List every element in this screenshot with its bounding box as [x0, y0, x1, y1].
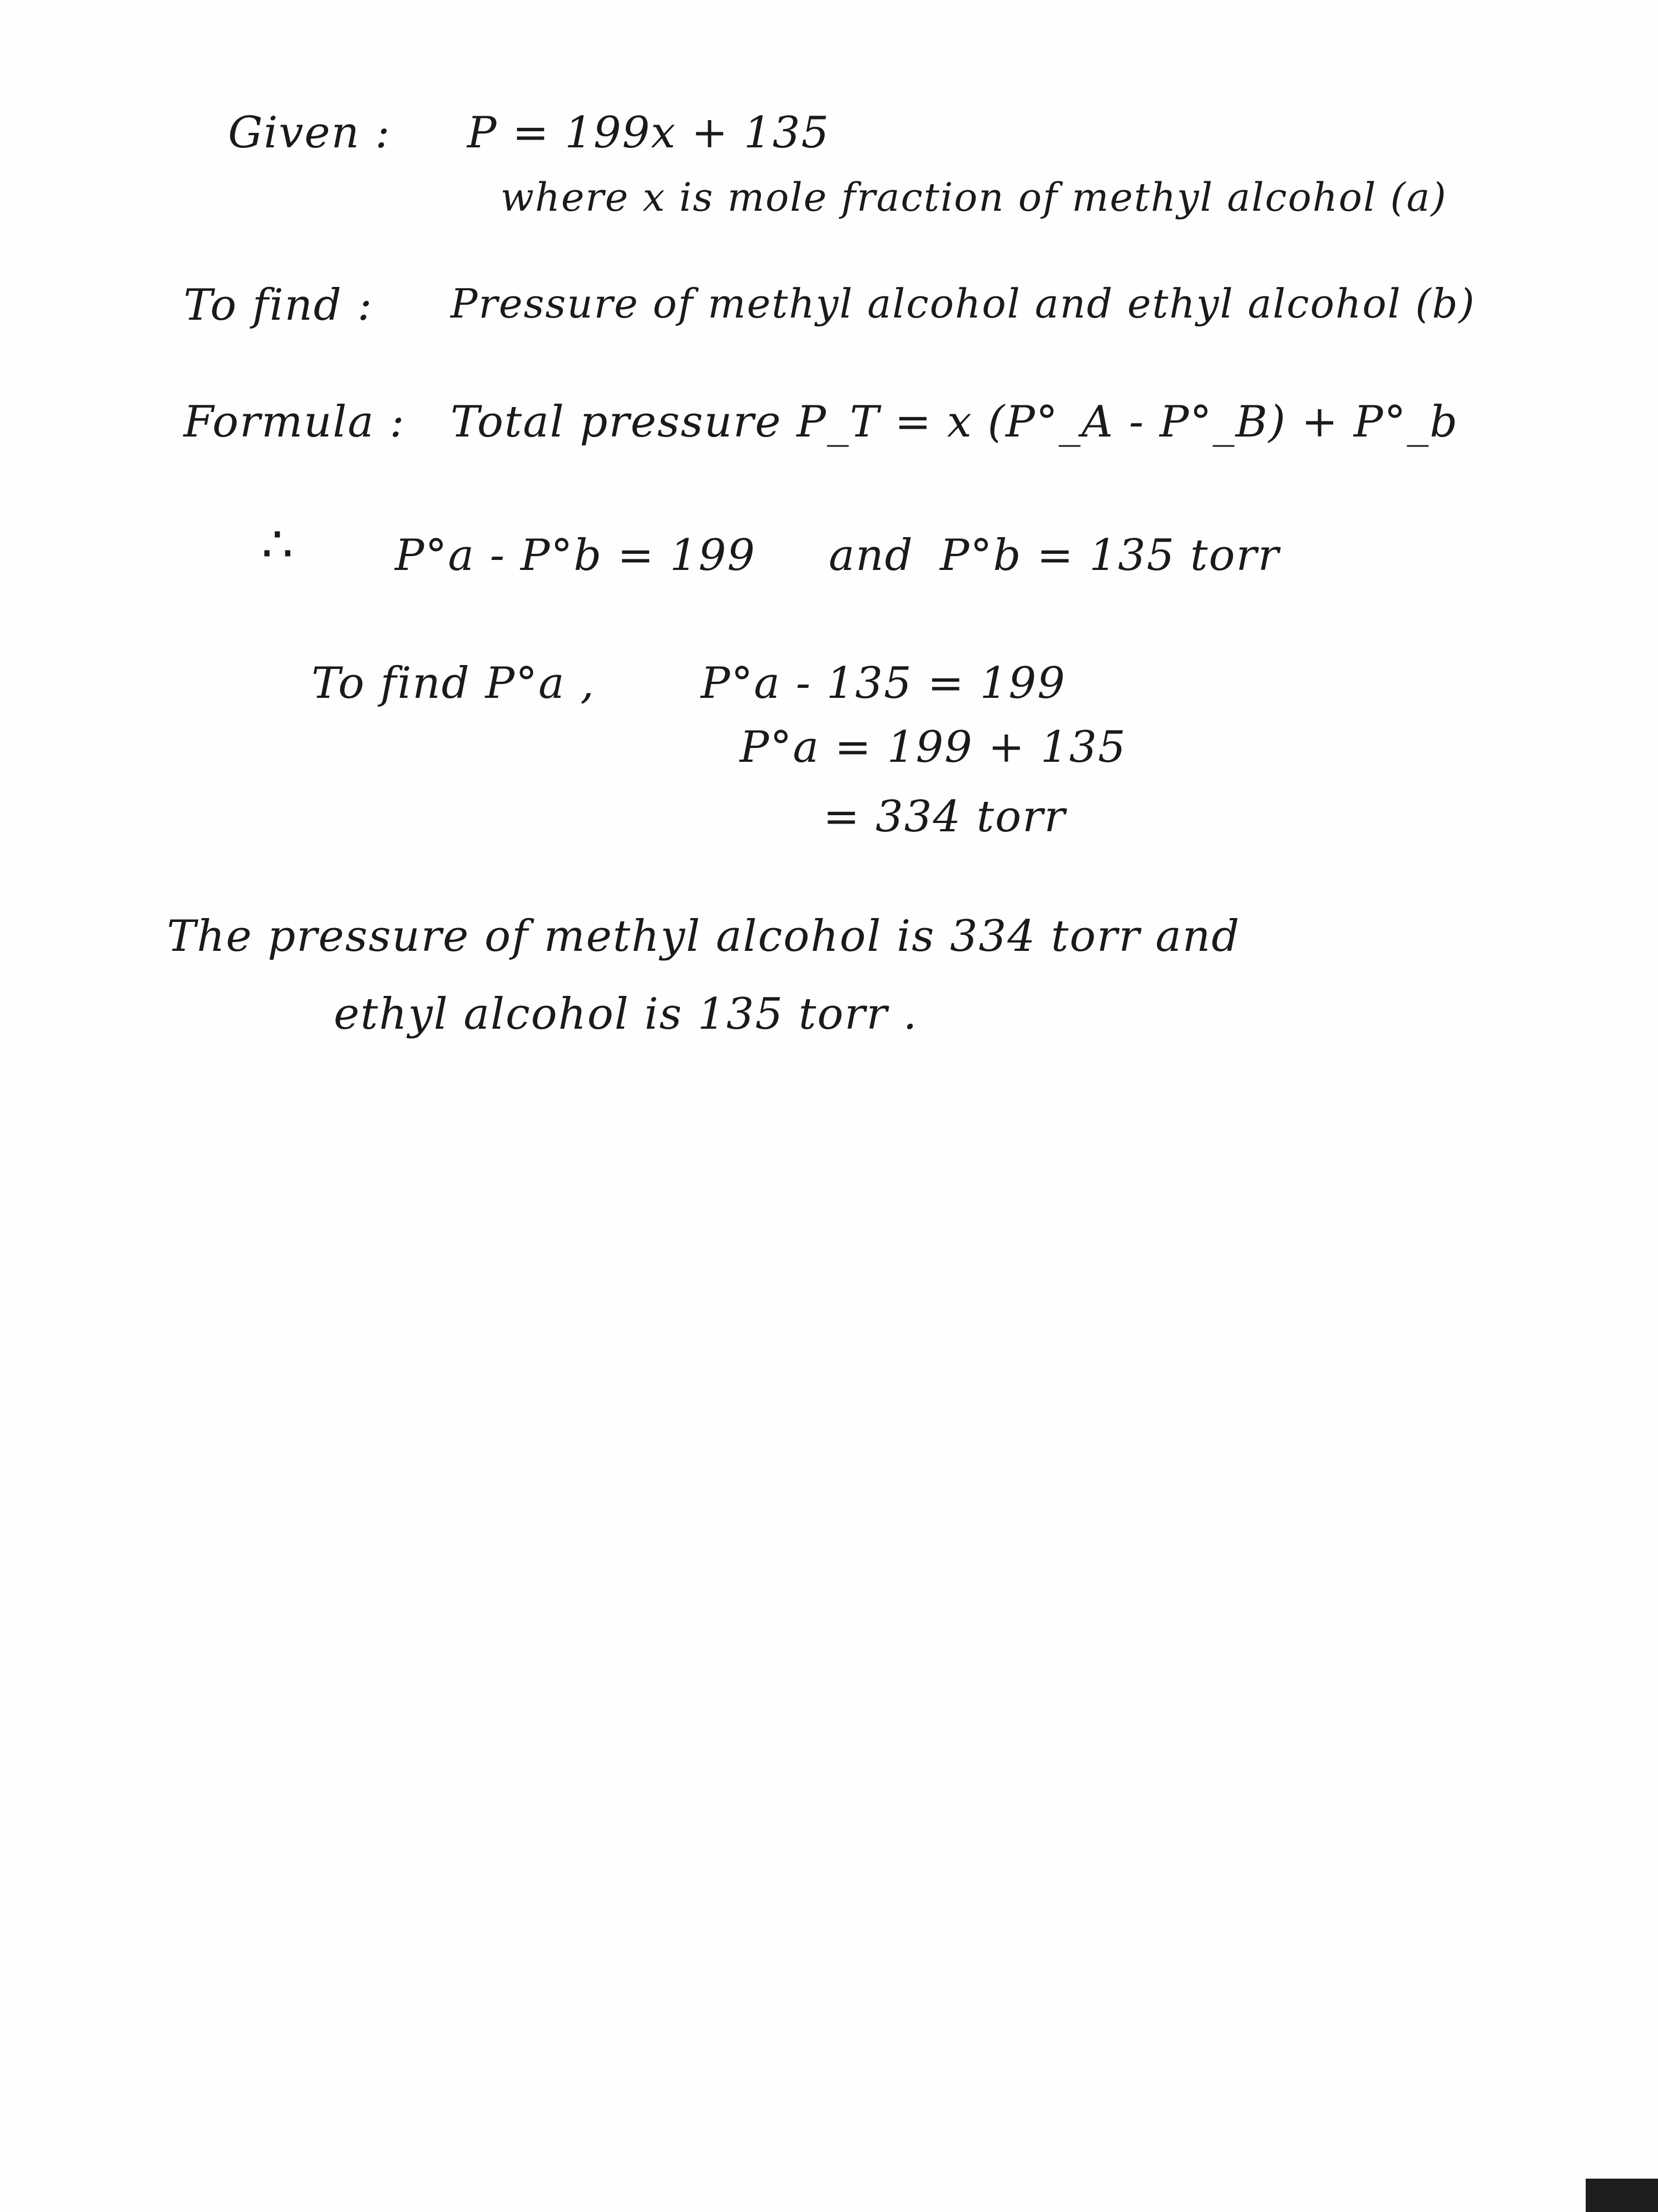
therefore-and: and — [829, 530, 914, 581]
given-label: Given : — [228, 108, 391, 158]
therefore-eq1: P°a - P°b = 199 — [395, 530, 756, 581]
conclusion-line2: ethyl alcohol is 135 torr . — [334, 989, 918, 1039]
scan-corner-shadow — [1586, 2179, 1658, 2212]
given-equation: P = 199x + 135 — [467, 108, 830, 158]
conclusion-line1: The pressure of methyl alcohol is 334 torr and — [167, 911, 1241, 961]
given-where: where x is mole fraction of methyl alcohol (a) — [501, 175, 1447, 220]
formula-label: Formula : — [184, 397, 405, 447]
solve-step3: = 334 torr — [823, 792, 1066, 842]
solve-label: To find P°a , — [311, 658, 596, 708]
therefore-symbol: ∴ — [261, 515, 295, 574]
to-find-label: To find : — [184, 280, 373, 330]
therefore-eq2: P°b = 135 torr — [940, 530, 1280, 581]
solve-step2: P°a = 199 + 135 — [740, 722, 1127, 772]
formula-text: Total pressure P_T = x (P°_A - P°_B) + P°_b — [451, 397, 1459, 447]
solve-step1: P°a - 135 = 199 — [701, 658, 1066, 708]
to-find-text: Pressure of methyl alcohol and ethyl alcohol (b) — [451, 280, 1476, 327]
